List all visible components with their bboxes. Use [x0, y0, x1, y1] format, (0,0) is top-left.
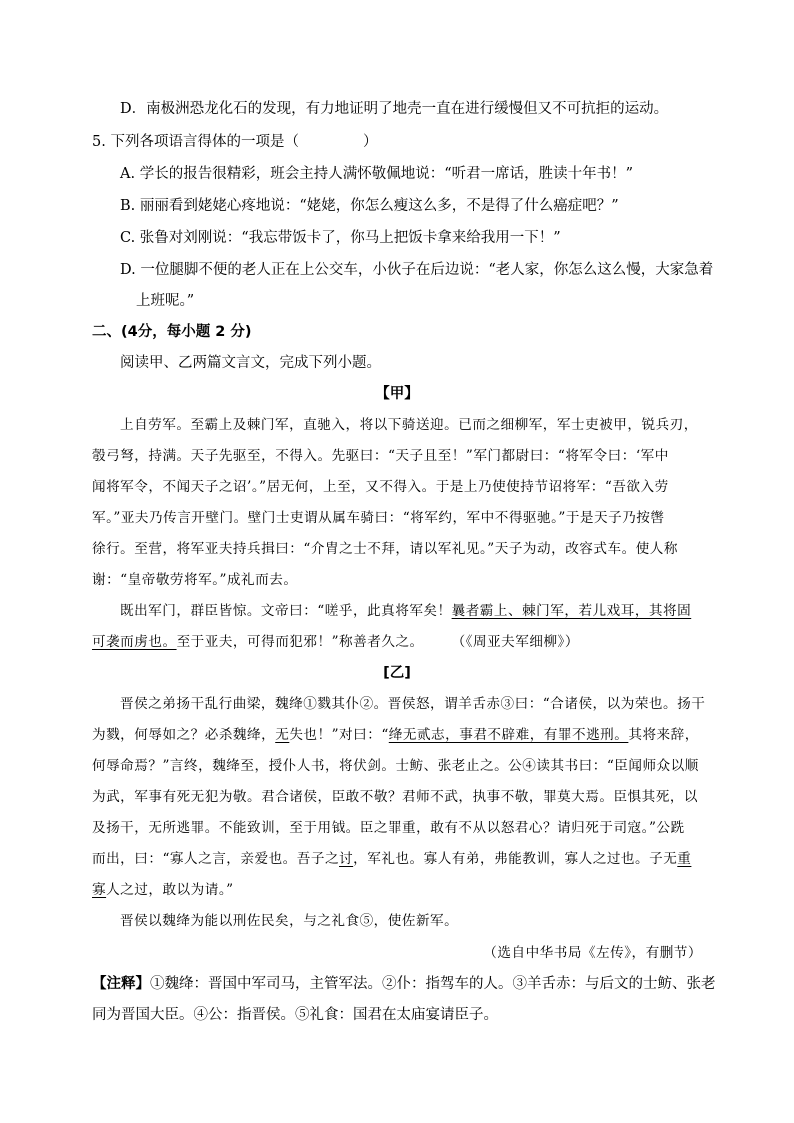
yi-line-8: 晋侯以魏绛为能以刑佐民矣，与之礼食⑤，使佐新军。 — [120, 913, 459, 929]
passage-yi-title: [乙] — [383, 665, 411, 681]
underlined-word: 重 — [677, 851, 692, 867]
underlined-word: 寡 — [92, 882, 107, 898]
section-instruction: 阅读甲、乙两篇文言文，完成下列小题。 — [120, 355, 381, 371]
jia-line-8: 可袭而虏也。至于亚夫，可得而犯邪！”称善者久之。 （《周亚夫军细柳》） — [92, 634, 579, 650]
jia-line-6: 谢：“皇帝敬劳将军。”成礼而去。 — [92, 572, 298, 588]
jia-line-2: 彀弓弩，持满。天子先驱至，不得入。先驱曰：“天子且至！”军门都尉曰：“将军令曰：‘军中 — [92, 448, 669, 464]
yi-line-7: 寡人之过，敢以为请。” — [92, 882, 234, 898]
jia-line-4: 军。”亚夫乃传言开壁门。壁门士吏谓从属车骑曰：“将军约，军中不得驱驰。”于是天子乃按辔 — [92, 510, 665, 526]
q4-option-d: D．南极洲恐龙化石的发现，有力地证明了地壳一直在进行缓慢但又不可抗拒的运动。 — [120, 101, 669, 117]
section-heading: 二、(4分，每小题 2 分) — [92, 324, 252, 340]
underlined-sentence: 可袭而虏也。 — [92, 634, 177, 650]
q5-option-a: A. 学长的报告很精彩，班会主持人满怀敬佩地说：“听君一席话，胜读十年书！” — [120, 166, 634, 182]
q5-stem: 5. 下列各项语言得体的一项是（ ） — [92, 134, 378, 150]
jia-source: （《周亚夫军细柳》） — [451, 634, 579, 650]
passage-jia-title: 【甲】 — [375, 386, 419, 402]
jia-line-1: 上自劳军。至霸上及棘门军，直驰入，将以下骑送迎。已而之细柳军，军士吏被甲，锐兵刃， — [120, 417, 698, 433]
jia-line-5: 徐行。至营，将军亚夫持兵揖曰：“介胄之士不拜，请以军礼见。”天子为动，改容式车。使人称 — [92, 541, 678, 557]
yi-line-2: 为戮，何辱如之？必杀魏绛，无失也！”对曰：“绛无贰志，事君不辟难，有罪不逃刑。其将来辞， — [92, 727, 699, 743]
jia-line-3: 闻将军令，不闻天子之诏’。”居无何，上至，又不得入。于是上乃使使持节诏将军：“吾欲入劳 — [92, 479, 669, 495]
yi-line-1: 晋侯之弟扬干乱行曲梁，魏绛①戮其仆②。晋侯怒，谓羊舌赤③曰：“合诸侯，以为荣也。扬干 — [120, 696, 706, 712]
yi-source: （选自中华书局《左传》，有删节） — [483, 945, 702, 961]
underlined-word: 讨 — [339, 851, 354, 867]
underlined-word: 无 — [275, 727, 290, 743]
q5-option-d-line2: 上班呢。” — [136, 293, 195, 309]
notes-label: 【注释】 — [92, 976, 150, 992]
yi-line-3: 何辱命焉？”言终，魏绛至，授仆人书，将伏剑。士鲂、张老止之。公④读其书曰：“臣闻师众以顺 — [92, 758, 699, 774]
q5-option-b: B. 丽丽看到姥姥心疼地说：“姥姥，你怎么瘦这么多，不是得了什么癌症吧？” — [120, 198, 619, 214]
jia-line-7: 既出军门，群臣皆惊。文帝曰：“嗟乎，此真将军矣！曩者霸上、棘门军，若儿戏耳，其将固 — [120, 603, 692, 619]
notes-line-1: 【注释】①魏绛：晋国中军司马，主管军法。②仆：指驾车的人。③羊舌赤：与后文的士鲂、张老 — [92, 976, 716, 992]
q5-option-d-line1: D. 一位腿脚不便的老人正在上公交车，小伙子在后边说：“老人家，你怎么这么慢，大家急着 — [120, 262, 714, 278]
yi-line-6: 而出，曰：“寡人之言，亲爱也。吾子之讨，军礼也。寡人有弟，弗能教训，寡人之过也。子无重 — [92, 851, 692, 867]
yi-line-5: 及扬干，无所逃罪。不能致训，至于用钺。臣之罪重，敢有不从以怒君心？请归死于司寇。”公跣 — [92, 820, 685, 836]
underlined-sentence: 曩者霸上、棘门军，若儿戏耳，其将固 — [451, 603, 692, 619]
q5-option-c: C. 张鲁对刘刚说：“我忘带饭卡了，你马上把饭卡拿来给我用一下！” — [120, 230, 561, 246]
underlined-sentence: 绛无贰志，事君不辟难，有罪不逃刑。 — [388, 727, 629, 743]
notes-line-2: 同为晋国大臣。④公：指晋侯。⑤礼食：国君在太庙宴请臣子。 — [92, 1007, 498, 1023]
yi-line-4: 为武，军事有死无犯为敬。君合诸侯，臣敢不敬？君师不武，执事不敬，罪莫大焉。臣惧其死，以 — [92, 789, 699, 805]
